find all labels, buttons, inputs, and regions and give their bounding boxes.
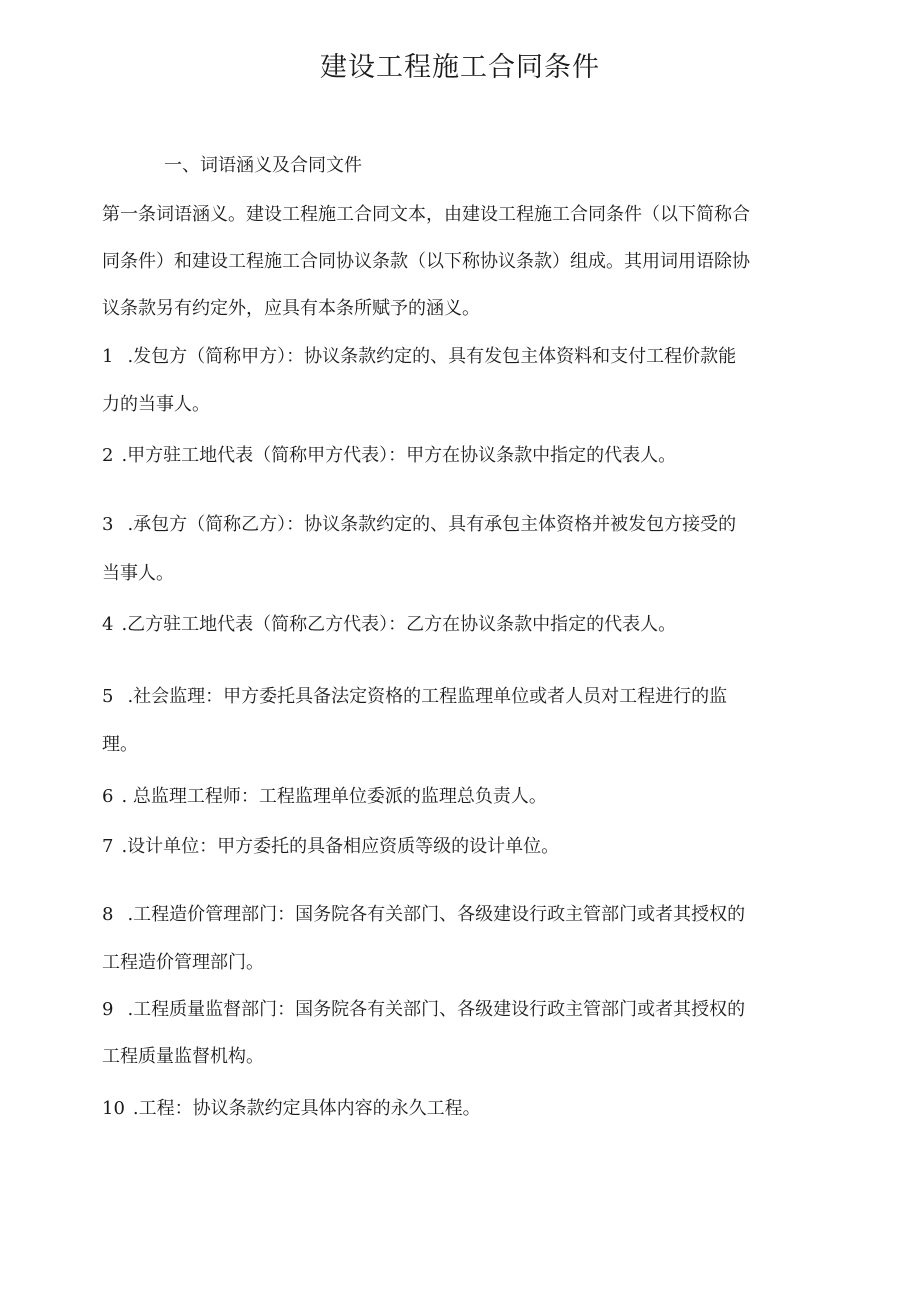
item-number: 10 bbox=[102, 1098, 125, 1119]
item-text: .发包方（简称甲方）：协议条款约定的、具有发包主体资料和支付工程价款能 bbox=[127, 346, 737, 367]
definition-item-2 bbox=[102, 442, 832, 470]
definition-item-9-cont: 工程质量监督机构。 bbox=[102, 1046, 264, 1067]
item-text: .工程质量监督部门：国务院各有关部门、各级建设行政主管部门或者其授权的 bbox=[127, 999, 746, 1020]
definition-item-1-cont: 力的当事人。 bbox=[102, 394, 210, 415]
definition-item-6 bbox=[102, 783, 832, 811]
definition-item-9 bbox=[102, 996, 832, 1024]
definition-item-3-cont: 当事人。 bbox=[102, 563, 174, 584]
item-number: 8 bbox=[102, 904, 114, 925]
item-number: 9 bbox=[102, 999, 114, 1020]
item-text: .乙方驻工地代表（简称乙方代表）：乙方在协议条款中指定的代表人。 bbox=[121, 614, 677, 635]
definition-item-7 bbox=[102, 833, 832, 861]
item-number: 5 bbox=[102, 686, 114, 707]
item-number: 3 bbox=[102, 514, 114, 535]
item-text: .设计单位：甲方委托的具备相应资质等级的设计单位。 bbox=[121, 836, 560, 857]
item-text: .工程造价管理部门：国务院各有关部门、各级建设行政主管部门或者其授权的 bbox=[127, 904, 746, 925]
article1-line-1: 第一条词语涵义。建设工程施工合同文本，由建设工程施工合同条件（以下简称合 bbox=[102, 204, 750, 225]
item-text: .承包方（简称乙方）：协议条款约定的、具有承包主体资格并被发包方接受的 bbox=[127, 514, 737, 535]
article1-line-3: 议条款另有约定外，应具有本条所赋予的涵义。 bbox=[102, 298, 480, 319]
item-text: . 总监理工程师：工程监理单位委派的监理总负责人。 bbox=[121, 786, 547, 807]
item-number: 2 bbox=[102, 445, 114, 466]
definition-item-8-cont: 工程造价管理部门。 bbox=[102, 952, 264, 973]
item-number: 7 bbox=[102, 836, 114, 857]
definition-item-5-cont: 理。 bbox=[102, 734, 138, 755]
item-text: .甲方驻工地代表（简称甲方代表）：甲方在协议条款中指定的代表人。 bbox=[121, 445, 677, 466]
definition-item-8 bbox=[102, 901, 832, 929]
definition-item-4 bbox=[102, 611, 832, 639]
definition-item-5 bbox=[102, 683, 832, 711]
item-number: 1 bbox=[102, 346, 114, 367]
definition-item-10 bbox=[102, 1095, 832, 1123]
item-number: 4 bbox=[102, 614, 114, 635]
item-text: .工程：协议条款约定具体内容的永久工程。 bbox=[132, 1098, 481, 1119]
definition-item-3 bbox=[102, 511, 832, 539]
item-number: 6 bbox=[102, 786, 114, 807]
section-heading: 一、词语涵义及合同文件 bbox=[164, 155, 362, 176]
definition-item-1 bbox=[102, 343, 832, 371]
item-text: .社会监理：甲方委托具备法定资格的工程监理单位或者人员对工程进行的监 bbox=[127, 686, 728, 707]
document-title: 建设工程施工合同条件 bbox=[320, 52, 600, 83]
article1-line-2: 同条件）和建设工程施工合同协议条款（以下称协议条款）组成。其用词用语除协 bbox=[102, 251, 750, 272]
